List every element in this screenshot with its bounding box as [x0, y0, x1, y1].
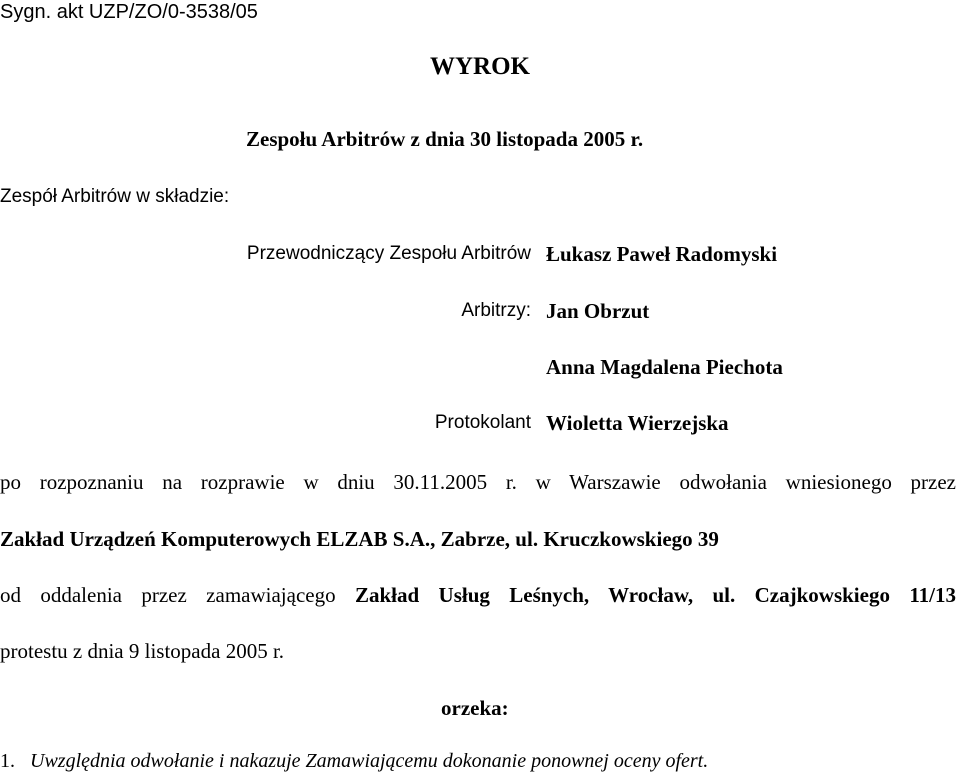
dismissal-prefix: od oddalenia przez zamawiającego: [0, 583, 336, 607]
arbiters-label: Arbitrzy:: [461, 300, 531, 321]
ruling-item-text: Uwzględnia odwołanie i nakazuje Zamawiającemu dokonanie ponownej oceny ofert.: [30, 750, 709, 772]
document-title: WYROK: [430, 53, 530, 80]
clerk-label: Protokolant: [434, 412, 531, 433]
appellant-line: Zakład Urządzeń Komputerowych ELZAB S.A., Zabrze, ul. Kruczkowskiego 39: [0, 527, 719, 551]
ruling-item-number: 1.: [0, 750, 15, 772]
contracting-party-line: [0, 583, 956, 607]
clerk-name: Wioletta Wierzejska: [546, 411, 729, 435]
arbiter-name-2: Anna Magdalena Piechota: [546, 355, 783, 379]
hearing-paragraph: po rozpoznaniu na rozprawie w dniu 30.11.2005 r. w Warszawie odwołania wniesionego przez: [0, 470, 956, 494]
ruling-heading: orzeka:: [441, 696, 509, 720]
chairman-label: Przewodniczący Zespołu Arbitrów: [246, 243, 531, 264]
protest-date-line: protestu z dnia 9 listopada 2005 r.: [0, 639, 285, 663]
case-signature: Sygn. akt UZP/ZO/0-3538/05: [0, 1, 258, 23]
arbiter-name-1: Jan Obrzut: [546, 299, 650, 323]
ruling-item-1: [0, 749, 708, 773]
chairman-name: Łukasz Paweł Radomyski: [546, 242, 778, 266]
panel-intro: Zespół Arbitrów w składzie:: [0, 186, 230, 207]
contracting-party-name: Zakład Usług Leśnych, Wrocław, ul. Czajkowskiego 11/13: [354, 583, 956, 607]
document-subtitle: Zespołu Arbitrów z dnia 30 listopada 2005 r.: [246, 127, 644, 151]
